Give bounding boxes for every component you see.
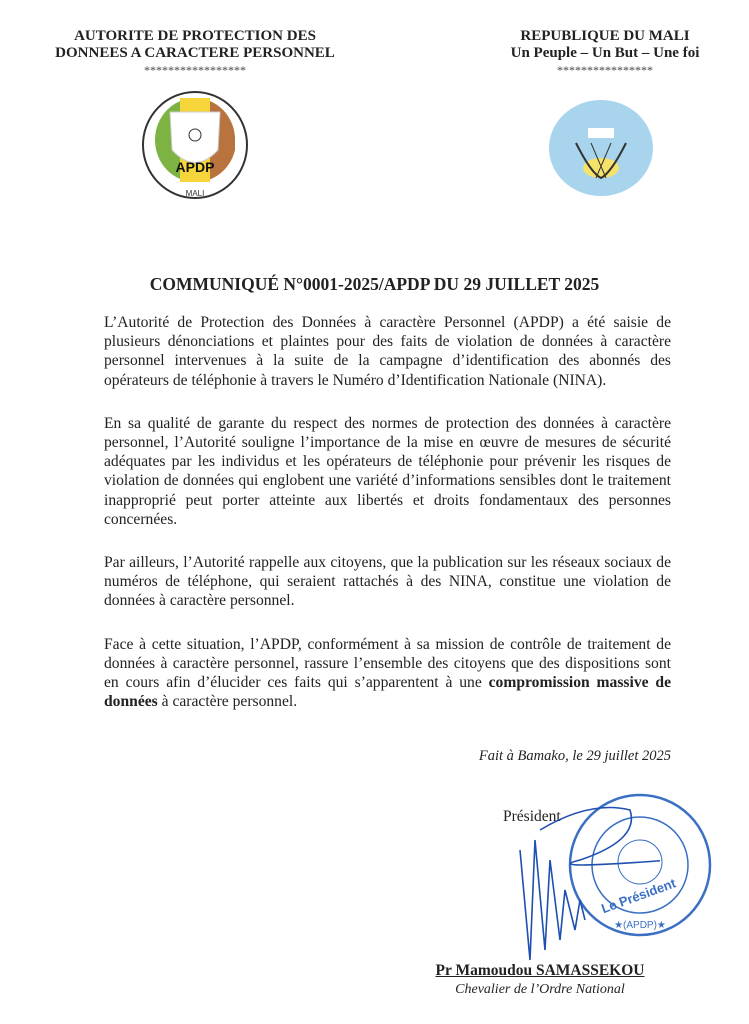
signatory-distinction: Chevalier de l’Ordre National [455,982,625,997]
authority-name-line1: AUTORITE DE PROTECTION DES [74,28,316,44]
paragraph-4: Face à cette situation, l’APDP, conformément à sa mission de contrôle de traitement de données à caractère personnel, rassure l’ensemble des citoyens que des dispositions sont en cours afin d’élucider ces faits qui s’apparentent à une compromission massive de données à caractère personnel. [104,635,671,711]
authority-name-line2: DONNEES A CARACTERE PERSONNEL [55,45,335,61]
authority-header [30,28,360,79]
republic-motto: Un Peuple – Un But – Une foi [510,45,700,61]
republic-header [480,28,730,79]
communique-title: COMMUNIQUÉ N°0001-2025/APDP DU 29 JUILLET 2025 [149,274,600,294]
emphasis: compromission massive de données [104,674,671,711]
communique-body [104,313,671,735]
separator-stars: **************** [557,63,653,77]
place-date: Fait à Bamako, le 29 juillet 2025 [478,748,671,764]
paragraph-2: En sa qualité de garante du respect des normes de protection des données à caractère personnel, l’Autorité souligne l’importance de la mise en œuvre de mesures de sécurité adéquates par les individus et les opérateurs de téléphonie pour prévenir les risques de violation de données qui englobent une variété d’informations sensibles dont le traitement inapproprié peut porter atteinte aux libertés et droits fondamentaux des personnes concernées. [104,414,671,528]
republic-name: REPUBLIQUE DU MALI [520,28,690,44]
svg-text:★(APDP)★: ★(APDP)★ [614,920,666,931]
apdp-logo [140,90,250,200]
svg-text:APDP: APDP [175,159,215,175]
svg-text:MALI: MALI [185,189,205,198]
separator-stars: ***************** [144,63,246,77]
signature [500,800,660,970]
paragraph-1: L’Autorité de Protection des Données à caractère Personnel (APDP) a été saisie de plusieurs dénonciations et plaintes pour des faits de violation de données à caractère personnel intervenues à la suite de la campagne d’identification des abonnés des opérateurs de téléphonie à travers le Numéro d’Identification Nationale (NINA). [104,314,671,389]
svg-text:Le Président: Le Président [599,875,678,917]
mali-emblem [546,98,656,198]
signatory-role: Président [503,808,561,825]
paragraph-3: Par ailleurs, l’Autorité rappelle aux citoyens, que la publication sur les réseaux sociaux de numéros de téléphone, qui seraient rattachés à des NINA, constitue une violation de données à caractère personnel. [104,554,671,610]
signatory-name: Pr Mamoudou SAMASSEKOU [435,962,645,979]
